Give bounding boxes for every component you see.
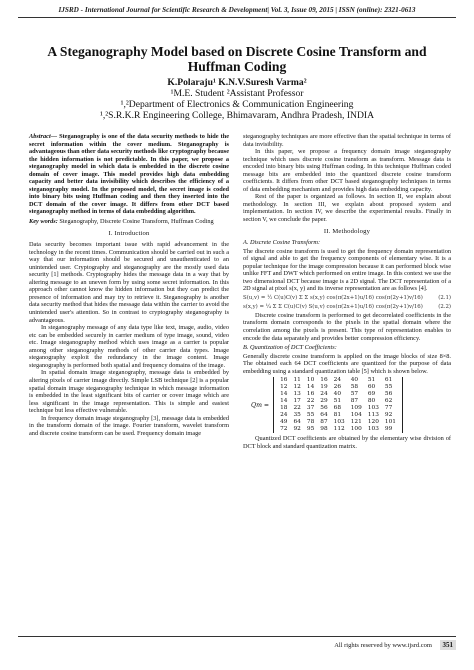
matrix-cell: 92 (293, 426, 301, 433)
matrix-cell: 11 (293, 377, 301, 384)
matrix-cell: 101 (384, 419, 396, 426)
matrix-cell: 56 (320, 405, 328, 412)
matrix-cell: 51 (367, 377, 376, 384)
footer-rule (18, 636, 456, 637)
matrix-cell: 55 (384, 384, 393, 391)
matrix-cell: 51 (333, 398, 342, 405)
matrix-cell: 95 (306, 426, 315, 433)
matrix-cell: 16 (306, 391, 315, 398)
intro-paragraph-1: Data security becomes important issue with rapid advancement in the technology in the recent times. Communication should be carried out in such a way that our information should be secured and unauthenticated to an unintended user. Cryptography and steganography are the mostly used data security [1] methods. Cryptography hides the message data in a way that by altering message to an uneven form by using some secret information. In this approach other cannot know the hidden information but they can predict the presence of information and may try to retrieve it. Steganography is another data security method that hides the message data within the carrier to avoid the unintended user's attention. So in contrast to cryptography steganography is advantageous. (29, 241, 229, 324)
quantization-matrix (251, 377, 451, 433)
matrix-cell: 29 (320, 398, 328, 405)
matrix-cell: 12 (293, 384, 301, 391)
footer-rights: All rights reserved by www.ijsrd.com (334, 642, 432, 649)
quant-paragraph-2: Quantized DCT coefficients are obtained by the elementary wise division of DCT block and standard quantization matrix. (243, 435, 451, 450)
matrix-cell: 61 (384, 377, 393, 384)
matrix-cell: 87 (320, 419, 328, 426)
equation-2-1-body: S(u,v) = ½ C(u)C(v) Σ Σ s(x,y) cos(π(2x+1)u/16) cos(π(2y+1)v/16) (243, 294, 423, 301)
matrix-cell: 81 (333, 412, 342, 419)
author-block (30, 77, 444, 121)
header-rule (18, 17, 456, 18)
matrix-cell: 103 (367, 426, 379, 433)
matrix-cell: 113 (367, 412, 379, 419)
matrix-cell: 12 (280, 384, 288, 391)
intro-paragraph-2: In steganography message of any data type like text, image, audio, video etc can be embedded securely in carrier medium of type image, sound, video etc. Image steganography method which uses image as a carrier is popular among other steganography methods of other carrier data types. Image steganography exploit the redundancy in the image content. Image steganography is performed both spatial and frequency domains of the image. (29, 324, 229, 369)
author-names: K.Polaraju¹ K.N.V.Suresh Varma² (167, 77, 307, 88)
matrix-row (277, 377, 399, 384)
matrix-cell: 40 (350, 377, 359, 384)
quantization-matrix-brackets (273, 377, 403, 433)
equation-2-1-number: (2.1) (438, 294, 451, 301)
equation-2-1 (243, 294, 451, 302)
equation-2-2-body: s(x,y) = ¼ Σ Σ C(u)C(v) S(u,v) cos(π(2x+1)u/16) cos(π(2y+1)v/16) (243, 303, 423, 310)
matrix-cell: 22 (293, 405, 301, 412)
matrix-cell: 14 (280, 391, 288, 398)
matrix-cell: 103 (367, 405, 379, 412)
matrix-cell: 24 (280, 412, 288, 419)
matrix-cell: 92 (384, 412, 393, 419)
matrix-cell: 78 (306, 419, 315, 426)
matrix-cell: 14 (306, 384, 315, 391)
matrix-cell: 24 (320, 391, 328, 398)
dct-paragraph-1: The discrete cosine transform is used to get the frequency domain representation of signal and able to get the frequency components of elementary wise. It is a popular technique for the image compression because it can performed block wise unlike FFT and DWT which performed on entire image. In this context we use the two dimensional DCT because image is a 2D signal. The DCT representation of a 2D signal at pixel s(x, y) and its inverse representation are as follows [4]. (243, 247, 451, 293)
matrix-cell: 24 (333, 377, 342, 384)
matrix-cell: 19 (320, 384, 328, 391)
matrix-cell: 55 (306, 412, 315, 419)
section-heading-methodology: II. Methodology (323, 227, 371, 235)
subsection-quantization: B. Quantization of DCT Coefficients: (243, 344, 337, 352)
matrix-cell: 26 (333, 384, 342, 391)
matrix-row (277, 426, 399, 433)
matrix-cell: 77 (384, 405, 393, 412)
equation-2-2-number: (2.2) (438, 303, 451, 310)
matrix-cell: 10 (306, 377, 315, 384)
right-column (243, 133, 451, 450)
matrix-cell: 72 (280, 426, 288, 433)
keywords-label: Key words: (29, 218, 58, 226)
page-number: 351 (440, 640, 457, 650)
matrix-cell: 62 (384, 398, 393, 405)
matrix-cell: 100 (350, 426, 362, 433)
matrix-cell: 68 (333, 405, 342, 412)
matrix-cell: 22 (306, 398, 315, 405)
matrix-cell: 80 (367, 398, 376, 405)
matrix-row (277, 419, 399, 426)
author-department: ¹,²Department of Electronics & Communication Engineering (120, 99, 354, 110)
section-heading-introduction: I. Introduction (108, 229, 150, 237)
equation-2-2 (243, 303, 451, 311)
left-column (29, 133, 229, 437)
matrix-row (277, 412, 399, 419)
matrix-row (277, 398, 399, 405)
right-paragraph-1: steganography techniques are more effective than the spatial technique in terms of data invisibility. (243, 133, 451, 148)
matrix-row (277, 391, 399, 398)
abstract (29, 133, 229, 216)
matrix-cell: 103 (333, 419, 345, 426)
matrix-cell: 18 (280, 405, 288, 412)
matrix-cell: 17 (293, 398, 301, 405)
right-paragraph-2: In this paper, we propose a frequency domain image steganography technique which uses discrete cosine transform as transform. Message data is encoded into binary bits using Huffman coding. In this technique Huffman coded message bits are embedded into the quantized discrete cosine transform coefficients. It differs from other DCT based steganography techniques in terms of data embedding mechanism and provides high data embedding capacity. (243, 148, 451, 193)
matrix-cell: 112 (333, 426, 345, 433)
matrix-cell: 49 (280, 419, 288, 426)
matrix-cell: 60 (367, 384, 376, 391)
abstract-label: Abstract— (29, 133, 57, 140)
matrix-cell: 56 (384, 391, 393, 398)
matrix-cell: 37 (306, 405, 315, 412)
matrix-cell: 87 (350, 398, 359, 405)
matrix-cell: 14 (280, 398, 288, 405)
matrix-cell: 120 (367, 419, 379, 426)
matrix-cell: 69 (367, 391, 376, 398)
matrix-row (277, 384, 399, 391)
keywords (29, 218, 229, 226)
author-roles: ¹M.E. Student ²Assistant Professor (170, 88, 304, 99)
matrix-cell: 16 (320, 377, 328, 384)
abstract-text: Steganography is one of the data security methods to hide the secret information within the cover medium. Steganography is advantageous than other data security methods like cryptography because the hidden information is not predictable. In this paper, we propose a steganography model in which data is embedded in the discrete cosine domain of cover image. This model provides high data embedding capacity and better data invisibility which describes the efficiency of a steganography model. In the proposed model, the secret image is coded into binary bits using Huffman coding and then they inserted into the DCT domain of the cover image. It differs from other DCT based steganography method in terms of data embedding algorithm. (29, 133, 229, 216)
matrix-cell: 99 (384, 426, 393, 433)
matrix-cell: 64 (293, 419, 301, 426)
quant-paragraph-1: Generally discrete cosine transform is applied on the image blocks of size 8×8. The obtained each 64 DCT coefficients are quantized for the purpose of data embedding using a standard quantization table [5] which is shown below. (243, 352, 451, 375)
author-college: ¹,²S.R.K.R Engineering College, Bhimavaram, Andhra Pradesh, INDIA (99, 110, 375, 121)
subsection-dct: A. Discrete Cosine Transform: (243, 239, 321, 247)
matrix-cell: 121 (350, 419, 362, 426)
matrix-cell: 35 (293, 412, 301, 419)
matrix-cell: 104 (350, 412, 362, 419)
quantization-matrix-label: Qm = (251, 401, 270, 409)
matrix-cell: 13 (293, 391, 301, 398)
matrix-cell: 98 (320, 426, 328, 433)
matrix-cell: 16 (280, 377, 288, 384)
keywords-text: Steganography, Discrete Cosine Transform, Huffman Coding (57, 218, 214, 226)
journal-header: IJSRD - International Journal for Scientific Research & Development| Vol. 3, Issue 09, 2015 | ISSN (online): 2321-0613 (58, 6, 416, 14)
matrix-cell: 109 (350, 405, 362, 412)
intro-paragraph-4: In frequency domain image steganography [3], message data is embedded in the transform domain of the image. Fourier transform, wavelet transform and discrete cosine transform can be used. Frequency domain image (29, 414, 229, 437)
right-paragraph-3: Rest of the paper is organized as follows. In section II, we explain about methodology. In section III, we explain about proposed system and implementation. In section IV, we describe the experimental results. Finally in section V, we conclude the paper. (243, 193, 451, 224)
intro-paragraph-3: In spatial domain image steganography, message data is embedded by altering pixels of carrier image directly. Simple LSB technique [2] is a popular spatial domain image steganography technique in which message information is embedded in the least significant bits of carrier or cover image which are less significant in the image representation. This is simple and easiest technique but less effective vulnerable. (29, 369, 229, 415)
quantization-matrix-table (277, 377, 399, 433)
matrix-cell: 64 (320, 412, 328, 419)
matrix-row (277, 405, 399, 412)
dct-paragraph-2: Discrete cosine transform is performed to get decorrelated coefficients in the transform domain corresponds to the pixels in the spatial domain where the correlation among the pixels is present. This type of representation enables to encode the data separately and provides better compression efficiency. (243, 311, 451, 342)
matrix-cell: 57 (350, 391, 359, 398)
matrix-cell: 58 (350, 384, 359, 391)
matrix-cell: 40 (333, 391, 342, 398)
paper-title: A Steganography Model based on Discrete Cosine Transform and Huffman Coding (47, 44, 427, 74)
